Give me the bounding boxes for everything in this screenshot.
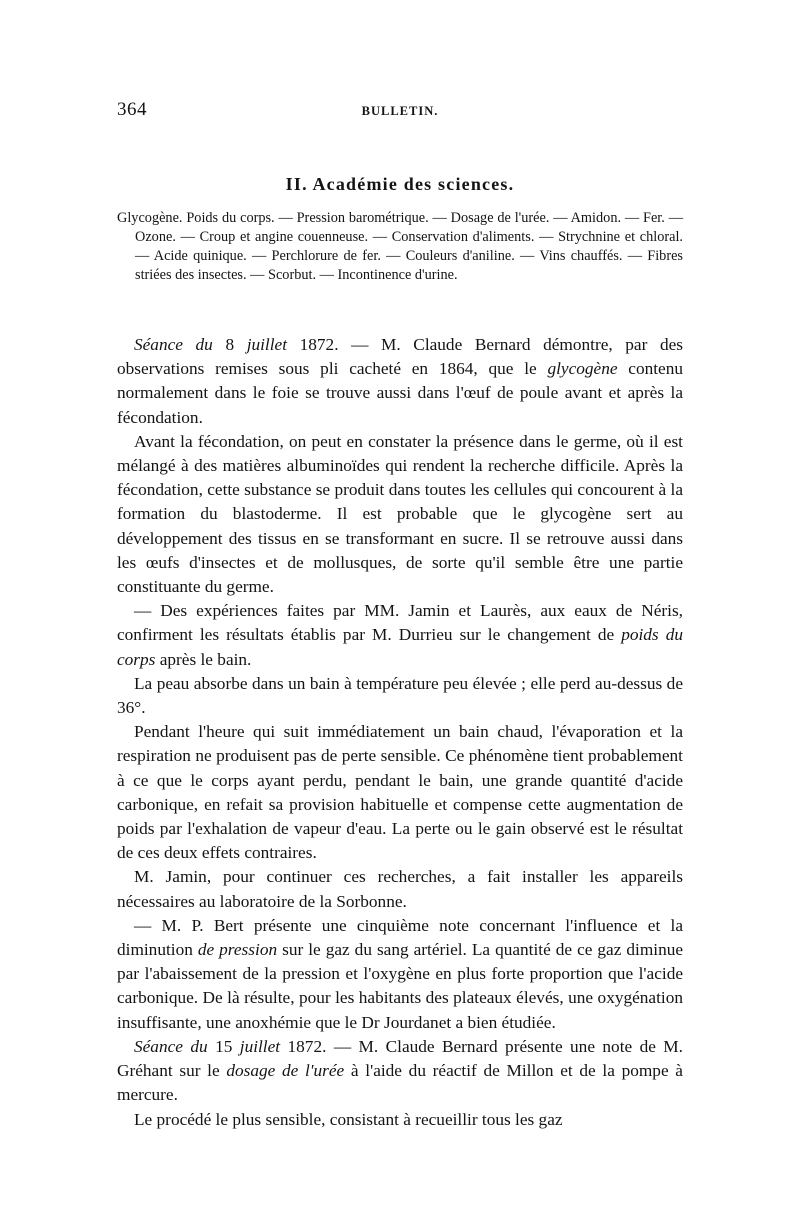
paragraph-text: sur le gaz du sang artériel. La quantité de ce gaz diminue par l'abaissement de la pression et l'oxygène en plus forte proportion que l'acide carbonique. De là résulte, pour les habitants des plateaux élevés, une oxygénation insuffisante, une anoxhémie que le Dr Jourdanet a bien étudiée. (117, 940, 684, 1032)
paragraph-bert-pression (117, 914, 683, 1035)
paragraph-seance-15-juillet (117, 1035, 683, 1108)
seance-year: 1872. (287, 1036, 327, 1056)
paragraph-text: — M. P. Bert présente une cinquième note concernant l'influence et la diminution (117, 915, 683, 960)
seance-month: juillet (246, 335, 288, 354)
seance-date: 8 (225, 335, 235, 354)
paragraph-experiences-neris (117, 599, 683, 672)
paragraph-fecondation: Avant la fécondation, on peut en constater la présence dans le germe, où il est mélangé à des matières albuminoïdes qui rendent la recherche difficile. Après la fécondation, cette substance se produit dans toutes les cellules qui concourent à la formation du blastoderme. Il est probable que le glycogène sert au développement des tissus en se transformant en sucre. Il se retrouve aussi dans les œufs d'insectes et de mollusques, de sorte qu'il semble être une partie constituante du germe. (117, 431, 683, 597)
body-text (117, 333, 683, 1132)
paragraph-text: — Des expériences faites par MM. Jamin et Laurès, aux eaux de Néris, confirment les résultats établis par M. Durrieu sur le changement de (117, 601, 683, 645)
italic-term: de pression (197, 940, 278, 960)
seance-date: 15 (215, 1036, 233, 1056)
section-title: II. Académie des sciences. (285, 174, 515, 194)
paragraph-text: à l'aide du réactif de Millon et de la pompe à mercure. (117, 1061, 683, 1105)
section-summary: Glycogène. Poids du corps. — Pression barométrique. — Dosage de l'urée. — Amidon. — Fer. — Ozone. — Croup et angine couenneuse. — Conservation d'aliments. — Strychnine et chloral. — Acide quinique. — Perchlorure de fer. — Couleurs d'aniline. — Vins chauffés. — Fibres striées des insectes. — Scorbut. — Incontinence d'urine. (117, 210, 683, 283)
seance-label: Séance du (134, 1036, 208, 1056)
paragraph-procede: Le procédé le plus sensible, consistant à recueillir tous les gaz (134, 1109, 563, 1129)
italic-term: poids du corps (117, 625, 683, 669)
paragraph-text: — M. Claude Bernard démontre, par des observations remises sous pli cacheté en 1864, que le (117, 335, 683, 379)
paragraph-seance-8-juillet (117, 333, 683, 430)
seance-month: juillet (239, 1036, 281, 1056)
italic-term: dosage de l'urée (226, 1061, 345, 1081)
page-header (117, 99, 683, 123)
paragraph-text: — M. Claude Bernard présente une note de M. Gréhant sur le (117, 1036, 683, 1081)
paragraph-text: contenu normalement dans le foie se trouve aussi dans l'œuf de poule avant et après la fécondation. (117, 359, 683, 427)
paragraph-peau-absorbe: La peau absorbe dans un bain à température peu élevée ; elle perd au-dessus de 36°. (117, 673, 683, 718)
running-title: BULLETIN. (361, 104, 439, 118)
seance-label: Séance du (134, 335, 213, 354)
paragraph-text: après le bain. (155, 649, 252, 669)
italic-term: glycogène (547, 359, 618, 379)
page-number: 364 (117, 99, 147, 120)
paragraph-jamin-sorbonne: M. Jamin, pour continuer ces recherches, a fait installer les appareils nécessaires au laboratoire de la Sorbonne. (117, 867, 683, 911)
seance-year: 1872. (299, 335, 339, 354)
paragraph-bain-chaud: Pendant l'heure qui suit immédiatement un bain chaud, l'évaporation et la respiration ne produisent pas de perte sensible. Ce phénomène tient probablement à ce que le corps ayant perdu, pendant le bain, une grande quantité d'acide carbonique, en refait sa provision habituelle et compense cette augmentation de poids par l'exhalation de vapeur d'eau. La perte ou le gain observé est le résultat de ces deux effets contraires. (117, 722, 683, 863)
